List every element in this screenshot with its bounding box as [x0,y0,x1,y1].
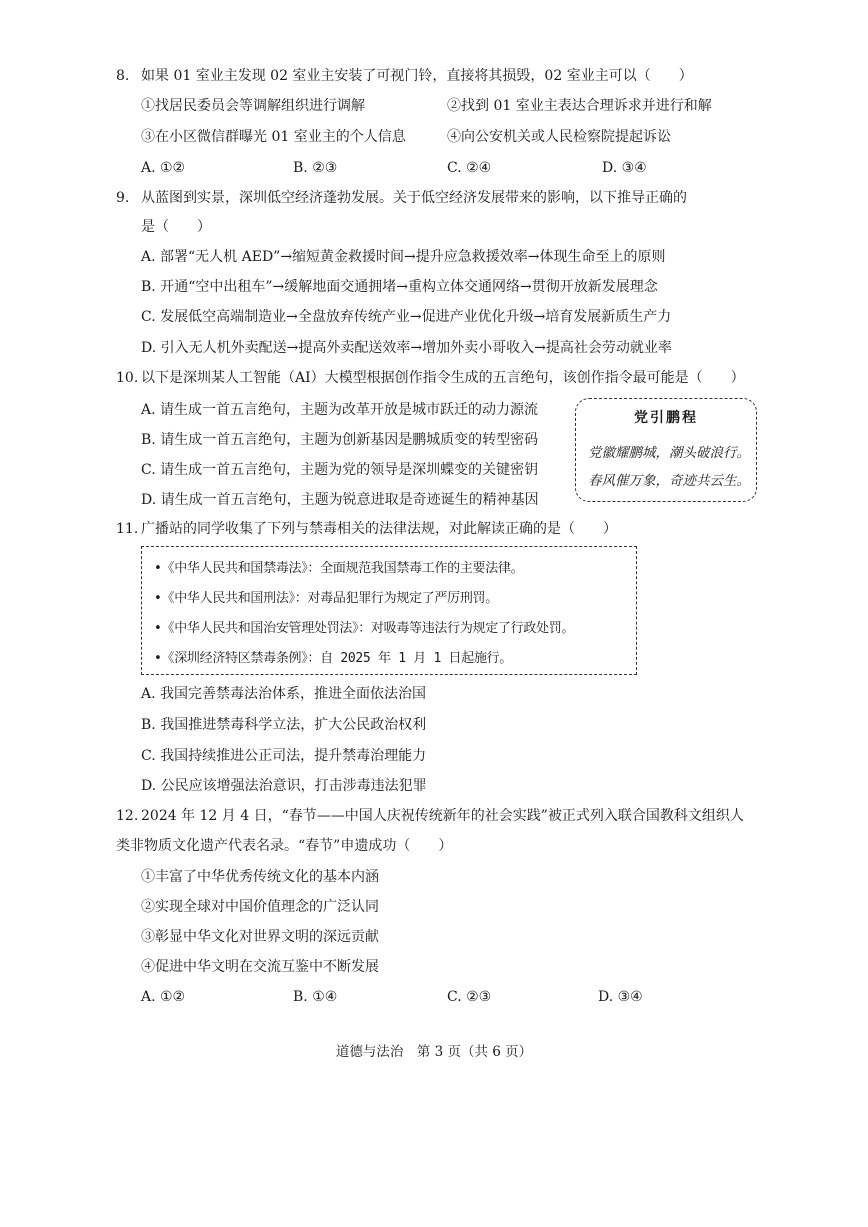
answer-option: C. ②③ [447,989,492,1005]
choice-item: ②找到 01 室业主表达合理诉求并进行和解 [447,98,712,114]
question-stem-cont: 是（ ） [141,219,211,235]
answer-option: B. 请生成一首五言绝句，主题为创新基因是鹏城质变的转型密码 [141,432,539,448]
question-stem-cont: 类非物质文化遗产代表名录。“春节”申遗成功（ ） [116,838,453,854]
answer-option: C. ②④ [447,160,492,176]
poem-title: 党引鹏程 [634,410,698,426]
page-footer: 道德与法治 第 3 页（共 6 页） [335,1044,533,1060]
answer-option: C. 发展低空高端制造业→全盘放弃传统产业→促进产业优化升级→培育发展新质生产力 [141,309,672,325]
answer-option: C. 我国持续推进公正司法，提升禁毒治理能力 [141,748,427,764]
answer-option: A. 我国完善禁毒法治体系，推进全面依法治国 [141,686,427,702]
choice-item: ④促进中华文明在交流互鉴中不断发展 [141,959,379,975]
poem-box [575,398,757,502]
answer-option: A. ①② [141,989,186,1005]
question-stem: 广播站的同学收集了下列与禁毒相关的法律法规，对此解读正确的是（ ） [141,521,617,537]
answer-option: A. ①② [141,160,186,176]
question-number: 12. [116,808,139,824]
poem-line: 春风催万象，奇迹共云生。 [588,473,750,489]
answer-option: D. 引入无人机外卖配送→提高外卖配送效率→增加外卖小哥收入→提高社会劳动就业率 [141,340,672,356]
choice-item: ②实现全球对中国价值理念的广泛认同 [141,899,379,915]
question-number: 11. [116,521,139,537]
question-number: 8. [116,68,130,84]
choice-item: ③在小区微信群曝光 01 室业主的个人信息 [141,129,406,145]
answer-option: A. 部署“无人机 AED”→缩短黄金救援时间→提升应急救援效率→体现生命至上的原则 [141,249,666,265]
answer-option: D. ③④ [598,989,643,1005]
law-item: •《深圳经济特区禁毒条例》：自 2025 年 1 月 1 日起施行。 [154,651,513,666]
question-stem: 从蓝图到实景，深圳低空经济蓬勃发展。关于低空经济发展带来的影响，以下推导正确的 [141,190,687,206]
choice-item: ④向公安机关或人民检察院提起诉讼 [447,129,671,145]
question-stem: 2024 年 12 月 4 日，“春节——中国人庆祝传统新年的社会实践”被正式列入联合国教科文组织人 [141,808,744,824]
question-stem: 以下是深圳某人工智能（AI）大模型根据创作指令生成的五言绝句，该创作指令最可能是（ ） [141,370,745,386]
answer-option: B. 我国推进禁毒科学立法，扩大公民政治权利 [141,717,427,733]
law-list-box [141,546,637,675]
answer-option: D. 公民应该增强法治意识，打击涉毒违法犯罪 [141,778,427,794]
answer-option: B. ②③ [293,160,338,176]
answer-option: B. ①④ [293,989,338,1005]
law-item: •《中华人民共和国治安管理处罚法》：对吸毒等违法行为规定了行政处罚。 [154,621,575,636]
law-item: •《中华人民共和国禁毒法》：全面规范我国禁毒工作的主要法律。 [154,561,524,576]
choice-item: ③彰显中华文化对世界文明的深远贡献 [141,929,379,945]
answer-option: D. 请生成一首五言绝句，主题为锐意进取是奇迹诞生的精神基因 [141,492,539,508]
question-number: 10. [116,370,139,386]
poem-line: 党徽耀鹏城，潮头破浪行。 [588,445,750,461]
answer-option: C. 请生成一首五言绝句，主题为党的领导是深圳蝶变的关键密钥 [141,462,539,478]
answer-option: A. 请生成一首五言绝句，主题为改革开放是城市跃迁的动力源流 [141,402,539,418]
answer-option: B. 开通“空中出租车”→缓解地面交通拥堵→重构立体交通网络→贯彻开放新发展理念 [141,279,658,295]
answer-option: D. ③④ [602,160,647,176]
law-item: •《中华人民共和国刑法》：对毒品犯罪行为规定了严厉刑罚。 [154,591,498,606]
question-number: 9. [116,190,130,206]
choice-item: ①找居民委员会等调解组织进行调解 [141,98,365,114]
choice-item: ①丰富了中华优秀传统文化的基本内涵 [141,869,379,885]
question-stem: 如果 01 室业主发现 02 室业主安装了可视门铃，直接将其损毁，02 室业主可以（ ） [141,68,693,84]
